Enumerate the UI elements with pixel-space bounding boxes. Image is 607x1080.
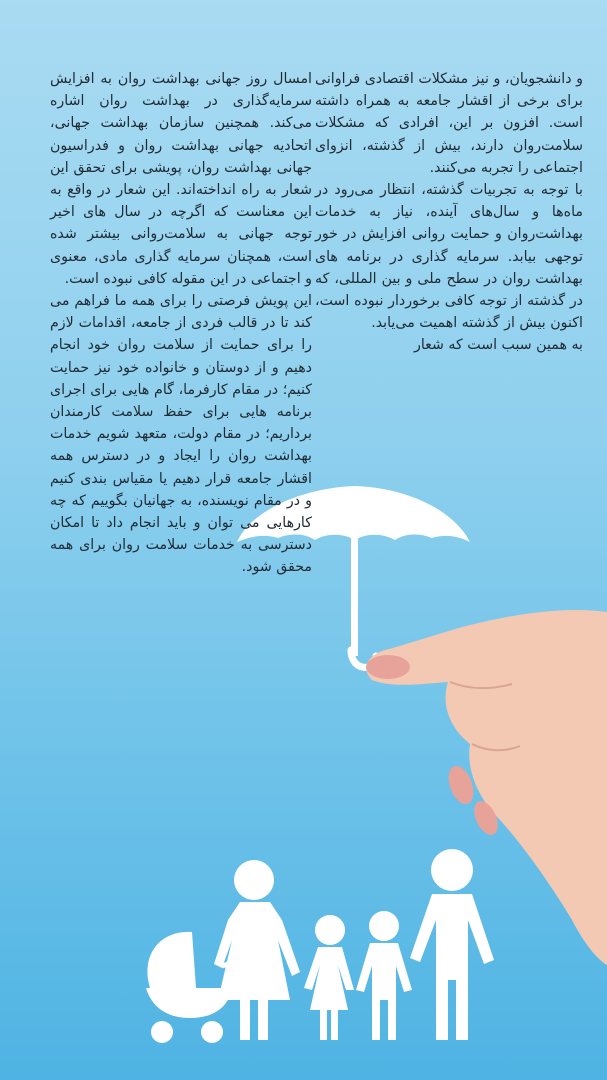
text-column-right — [315, 68, 583, 357]
boy-figure — [356, 911, 412, 1040]
umbrella-shaft — [351, 536, 358, 656]
paragraph: با توجه به تجربیات گذشته، انتظار می‌رود در ماه‌ها و سال‌های آینده، نیاز به خدمات بهداشت‌روان و حمایت روانی افزایش در خور توجهی بیابد. سرمایه گذاری در برنامه های بهداشت روان در سطح ملی و بین المللی، که در گذشته از توجه کافی برخوردار نبوده است، اکنون بیش از گذشته اهمیت می‌یابد. — [315, 182, 583, 332]
text-column-left — [50, 68, 312, 579]
mother-figure — [214, 860, 300, 1040]
paragraph: امسال روز جهانی بهداشت روان به افزایش سرمایه‌گذاری در بهداشت روان اشاره می‌کند. همچنین سازمان بهداشت جهانی، اتحادیه جهانی بهداشت روان و فدراسیون جهانی بهداشت روان، پویشی برای تحقق این شعار به راه انداخته‌اند. این شعار در واقع به این معناست که اگرچه در سال های اخیر توجه جهانی به سلامت‌روانی بیشتر شده است، همچنان سرمایه گذاری مادی، معنوی و اجتماعی در این مقوله کافی نبوده است. — [50, 71, 312, 287]
thumbnail — [366, 655, 410, 679]
paragraph: و دانشجویان، و نیز مشکلات اقتصادی فراوانی برای برخی از اقشار جامعه به همراه داشته است. افزون بر این، افرادی که مشکلات سلامت‌روان دارند، بیش از گذشته، انزوای اجتماعی را تجربه می‌کنند. — [315, 71, 583, 176]
paragraph: این پویش فرصتی را برای همه ما فراهم می کند تا در قالب فردی از جامعه، اقدامات لازم را برای حمایت از سلامت روان خود انجام دهیم و از دوستان و خانواده خود نیز حمایت کنیم؛ در مقام کارفرما، گام هایی برای اجرای برنامه هایی برای حفظ سلامت کارمندان برداریم؛ در مقام دولت، متعهد شویم خدمات بهداشت روان را ایجاد و در دسترس همه اقشار جامعه قرار دهیم یا مقیاس بندی کنیم و در مقام نویسنده، به جهانیان بگوییم که چه کارهایی می توان و باید انجام داد تا امکان دسترسی به خدمات سلامت روان برای همه محقق شود. — [50, 293, 312, 576]
father-figure — [410, 849, 494, 1040]
girl-figure — [304, 915, 354, 1040]
paragraph: به همین سبب است که شعار — [414, 337, 583, 354]
family-icon — [146, 849, 494, 1043]
hand-icon — [366, 610, 607, 965]
